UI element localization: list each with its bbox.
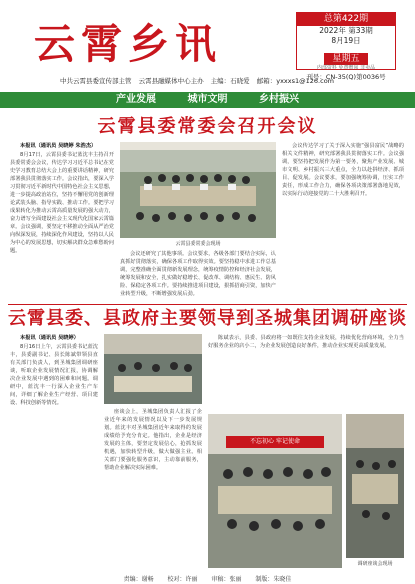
slogan-bar — [0, 92, 415, 108]
article2-photo-side — [346, 414, 404, 558]
footer — [0, 574, 415, 584]
slogan-item: 乡村振兴 — [258, 94, 299, 105]
article1-byline: 本报讯（通讯员 吴晓婷 朱浩杰） — [20, 143, 97, 149]
footer-designer: 制版：朱晓佳 — [255, 576, 292, 583]
article2-headline: 云霄县委、县政府主要领导到圣城集团调研座谈 — [8, 308, 407, 329]
info-bar — [60, 76, 334, 86]
article2-col1 — [10, 334, 98, 570]
article1-photo — [120, 142, 276, 238]
cn-number: 刊号：CN-35(Q)第0036号 — [306, 73, 386, 81]
issue-total: 总第422期 — [297, 13, 395, 26]
info-publisher: 云霄县融媒体中心主办 — [138, 77, 204, 85]
article1-col1-text: 8月17日，云霄县委书记蓝沈丰主持召开县委常委会会议，传达学习习近平总书记在党史学习教育总结大会上的重要讲话精神，研究部署我县贯彻落实工作。会议指出，要深入学习贯彻习近平新时代中国特色社会主义思想，进一步提高政治站位，坚持不懈用党的创新理论武装头脑、指导实践、推动工作。要把学习成果转化为推动云霄高质量发展的强大动力，奋力谱写全面建设社会主义现代化国家云霄篇章。会议强调，要坚定不移推动全面从严治党向纵深发展，持续深化作风建设，坚持以人民为中心的发展思想，切实解决群众急难愁盼问题。 — [10, 152, 114, 254]
slogan-item: 产业发展 — [116, 94, 157, 105]
article1-col2-text: 会议还研究了其他事项。会议要求，各级各部门要结合实际，认真抓好贯彻落实，确保各项工作取得实效。要坚持稳中求进工作总基调，完整准确全面贯彻新发展理念，统筹疫情防控和经济社会发展，统筹发展和安全，扎实做好稳增长、促改革、调结构、惠民生、防风险、保稳定各项工作。要持续推进项目建设，狠抓招商引资，加快产业转型升级，不断增强发展后劲。 — [120, 251, 276, 297]
article2-byline: 本报讯（通讯员 吴晓婷） — [20, 335, 79, 341]
info-sponsor: 中共云霄县委宣传部主管 — [60, 77, 132, 85]
article2-col1-text: 8月16日上午，云霄县委书记蓝沈丰，县委副书记、县长陈斌带领县直有关部门负责人，到圣城集团调研座谈，听取企业发展情况汇报，协调解决企业发展中遇到的困难和问题。调研中，蓝沈丰一行深入企业生产车间，详细了解企业生产经营、项目建设、科技创新等情况。 — [10, 344, 98, 406]
article1-col2 — [120, 250, 276, 304]
article2-col3-text: 陈斌表示，县委、县政府将一如既往支持企业发展，持续优化营商环境，全力当好服务企业的店小二，为企业发展创造良好条件，推动企业实现更高质量发展。 — [208, 335, 404, 349]
article1-col3-text: 会议传达学习了关于深入实施“强县富民”战略的相关文件精神，研究部署我县贯彻落实工作。会议强调，要坚持把发展作为第一要务，聚焦产业发展、城市文明、乡村振兴三大重点，全力以赴拼经济、抓项目、促发展。会议要求，要加强统筹协调，压实工作责任，形成工作合力，确保各项决策部署落地见效，以实际行动迎接党的二十大胜利召开。 — [282, 143, 404, 197]
issue-box — [296, 12, 396, 70]
masthead-title: 云霄乡讯 — [34, 20, 222, 68]
article2-col3 — [208, 334, 404, 412]
section-divider — [8, 304, 407, 305]
article2-banner: 不忘初心 牢记使命 — [250, 438, 300, 445]
article1-headline: 云霄县委常委会召开会议 — [97, 116, 318, 137]
slogan-item: 城市文明 — [187, 94, 228, 105]
masthead — [0, 0, 415, 70]
article1-col3 — [282, 142, 404, 304]
article2-col2-text: 座谈会上，圣城集团负责人汇报了企业近年来的发展情况以及下一步发展规划。蓝沈丰对圣城集团近年来取得的发展成绩给予充分肯定。他指出，企业是经济发展的主体，要坚定发展信心，抢抓发展机遇，加快转型升级，做大做强主业。相关部门要强化服务意识，主动靠前服务，帮助企业解决实际困难。 — [104, 409, 202, 471]
info-editor: 主编：石晓爱 — [210, 77, 250, 85]
article2-photo-large — [208, 414, 342, 568]
footer-typesetter: 审稿：张丽 — [211, 576, 242, 583]
issue-weekday: 星期五 — [324, 53, 367, 65]
article2-photo-small — [104, 334, 202, 404]
footer-reviewer: 责编：谢畅 — [123, 576, 154, 583]
issue-year: 2022年 第33期 — [319, 26, 373, 35]
article2-col2 — [104, 408, 202, 570]
issue-date: 8月19日 — [331, 36, 361, 45]
article1-photo-caption: 云霄县委常委会现场 — [175, 241, 221, 247]
issue-note: 内部资料 免费赠阅 非卖品 — [316, 65, 376, 71]
info-email: 邮箱：yxxxs1@126.com — [256, 77, 334, 85]
article1-col1 — [10, 142, 114, 302]
footer-proofreader: 校对：许丽 — [167, 576, 198, 583]
article2-photo-caption: 调研座谈会现场 — [357, 561, 393, 567]
